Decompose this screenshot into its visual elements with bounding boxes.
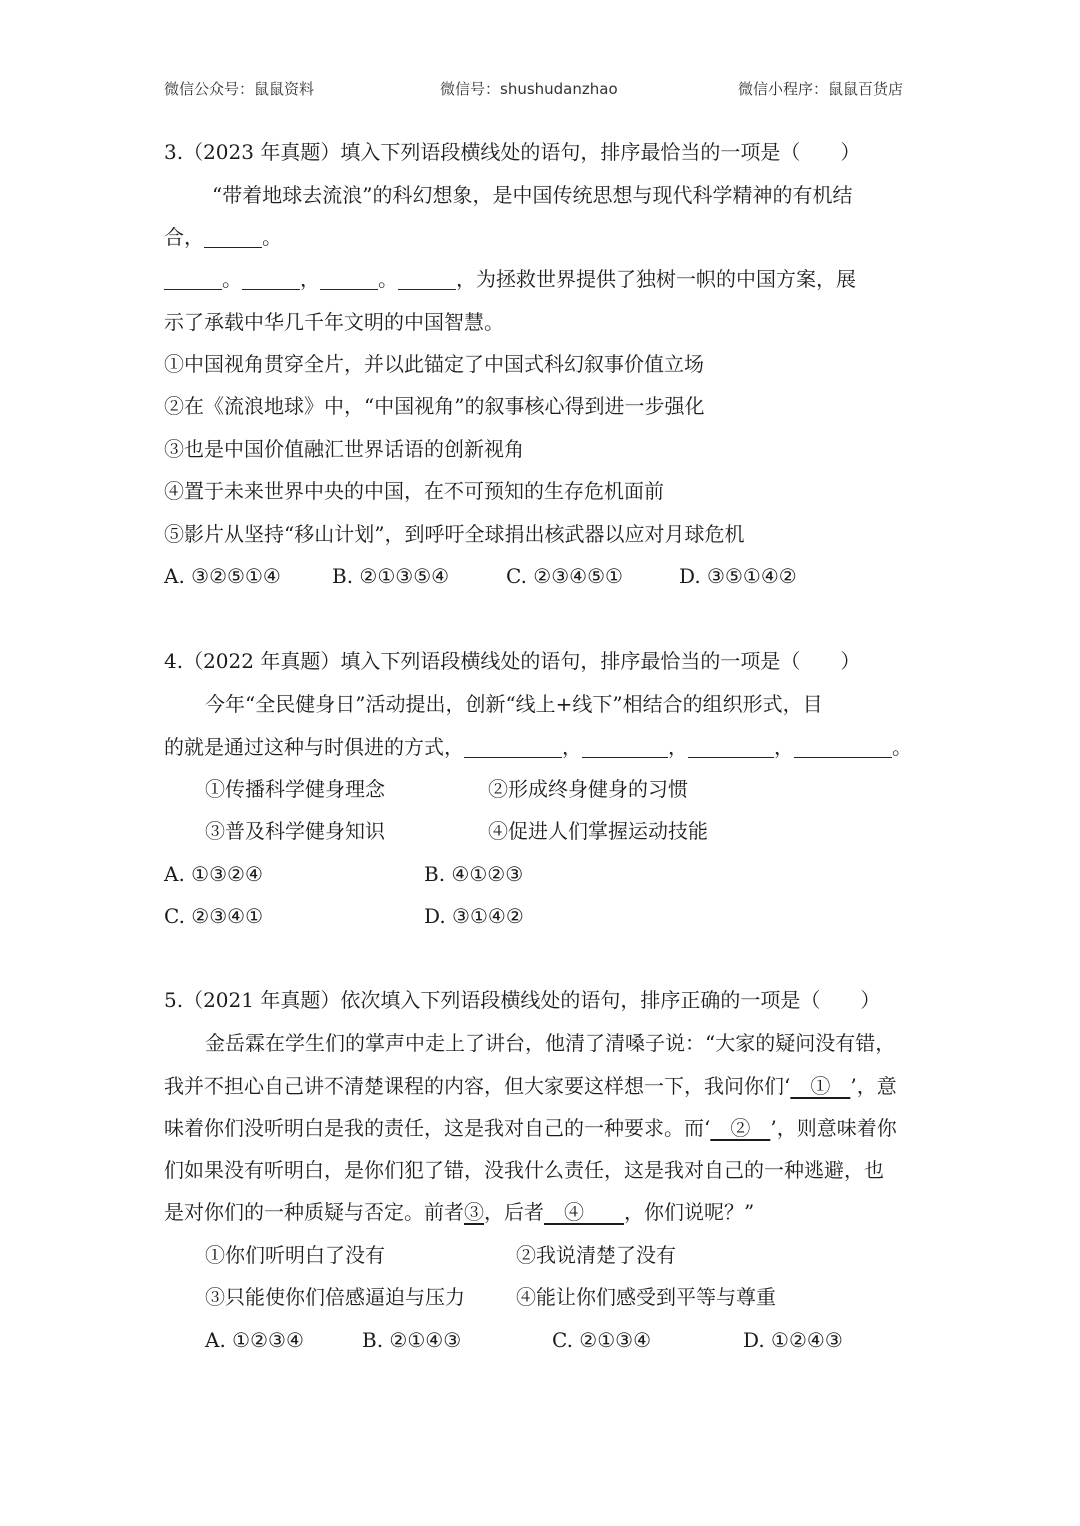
q5-item: ④能让你们感受到平等与尊重	[516, 1285, 776, 1309]
q3-option-a[interactable]: A. ③②⑤①④	[164, 564, 281, 588]
q4-blank	[582, 737, 668, 758]
q3-paragraph-line4: 示了承载中华几千年文明的中国智慧。	[164, 310, 504, 334]
q3-item: ①中国视角贯穿全片，并以此锚定了中国式科幻叙事价值立场	[164, 352, 704, 376]
q3-blank	[320, 269, 378, 290]
q5-item: ②我说清楚了没有	[516, 1243, 676, 1267]
q3-paragraph-line3	[164, 265, 856, 293]
q3-stem: 3.（2023 年真题）填入下列语段横线处的语句，排序最恰当的一项是（ ）	[164, 140, 861, 164]
q4-item: ①传播科学健身理念	[205, 777, 385, 801]
q3-paragraph-line1: “带着地球去流浪”的科幻想象，是中国传统思想与现代科学精神的有机结	[212, 183, 853, 207]
q5-text: ’，意	[850, 1074, 897, 1098]
q3-text: 。	[262, 225, 282, 249]
q3-text: ，为拯救世界提供了独树一帜的中国方案，展	[456, 267, 856, 291]
q4-option-d[interactable]: D. ③①④②	[424, 904, 524, 928]
header-right: 微信小程序：鼠鼠百货店	[738, 80, 904, 98]
q5-text: 我并不担心自己讲不清楚课程的内容，但大家要这样想一下，我问你们‘	[164, 1074, 791, 1098]
q3-item: ④置于未来世界中央的中国，在不可预知的生存危机面前	[164, 479, 664, 503]
q5-text: 味着你们没听明白是我的责任，这是我对自己的一种要求。而‘	[164, 1116, 711, 1140]
q5-option-c[interactable]: C. ②①③④	[552, 1328, 652, 1352]
q3-blank	[164, 269, 222, 290]
q5-item: ①你们听明白了没有	[205, 1243, 385, 1267]
q5-stem: 5.（2021 年真题）依次填入下列语段横线处的语句，排序正确的一项是（ ）	[164, 988, 881, 1012]
q4-text: ，	[668, 735, 688, 759]
q4-item: ③普及科学健身知识	[205, 819, 385, 843]
q4-option-a[interactable]: A. ①③②④	[164, 862, 263, 886]
q3-option-b[interactable]: B. ②①③⑤④	[332, 564, 450, 588]
q4-blank	[688, 737, 774, 758]
q5-blank-4: ④	[544, 1200, 624, 1224]
q3-text: 。	[378, 267, 398, 291]
q4-paragraph-line2	[164, 733, 912, 761]
q3-option-d[interactable]: D. ③⑤①④②	[679, 564, 797, 588]
q4-item: ④促进人们掌握运动技能	[488, 819, 708, 843]
q5-option-a[interactable]: A. ①②③④	[205, 1328, 304, 1352]
q4-paragraph-line1: 今年“全民健身日”活动提出，创新“线上+线下”相结合的组织形式，目	[205, 692, 823, 716]
q4-option-c[interactable]: C. ②③④①	[164, 904, 264, 928]
q3-blank	[398, 269, 456, 290]
header-center: 微信号：shushudanzhao	[440, 80, 618, 98]
q4-item: ②形成终身健身的习惯	[488, 777, 688, 801]
q4-stem: 4.（2022 年真题）填入下列语段横线处的语句，排序最恰当的一项是（ ）	[164, 649, 861, 673]
q5-paragraph-line2	[164, 1072, 897, 1100]
q5-paragraph-line1: 金岳霖在学生们的掌声中走上了讲台，他清了清嗓子说：“大家的疑问没有错，	[205, 1031, 896, 1055]
q5-paragraph-line4: 们如果没有听明白，是你们犯了错，没我什么责任，这是我对自己的一种逃避，也	[164, 1158, 884, 1182]
header-left: 微信公众号：鼠鼠资料	[164, 80, 315, 98]
q4-blank	[464, 737, 562, 758]
q4-option-b[interactable]: B. ④①②③	[424, 862, 524, 886]
q5-option-b[interactable]: B. ②①④③	[362, 1328, 462, 1352]
q3-item: ⑤影片从坚持“移山计划”，到呼吁全球捐出核武器以应对月球危机	[164, 522, 745, 546]
q5-text: 是对你们的一种质疑与否定。前者	[164, 1200, 464, 1224]
q5-paragraph-line5	[164, 1198, 754, 1226]
q5-text: ’，则意味着你	[770, 1116, 897, 1140]
q5-paragraph-line3	[164, 1114, 897, 1142]
q3-item: ③也是中国价值融汇世界话语的创新视角	[164, 437, 524, 461]
q5-text: ，你们说呢？”	[624, 1200, 755, 1224]
q4-text: ，	[562, 735, 582, 759]
q5-item: ③只能使你们倍感逼迫与压力	[205, 1285, 465, 1309]
q4-text: 的就是通过这种与时俱进的方式，	[164, 735, 464, 759]
q3-blank	[204, 227, 262, 248]
q3-option-c[interactable]: C. ②③④⑤①	[506, 564, 623, 588]
q3-text: 。	[222, 267, 242, 291]
q5-blank-1: ①	[790, 1074, 851, 1098]
q5-text: ，后者	[484, 1200, 544, 1224]
q5-option-d[interactable]: D. ①②④③	[743, 1328, 843, 1352]
q5-blank-3: ③	[464, 1200, 484, 1224]
q3-text: ，	[300, 267, 320, 291]
q4-text: 。	[892, 735, 912, 759]
q3-item: ②在《流浪地球》中，“中国视角”的叙事核心得到进一步强化	[164, 394, 705, 418]
q4-text: ，	[774, 735, 794, 759]
q5-blank-2: ②	[710, 1116, 771, 1140]
q3-blank	[242, 269, 300, 290]
q3-text: 合，	[164, 225, 204, 249]
q3-paragraph-line2	[164, 223, 282, 251]
q4-blank	[794, 737, 892, 758]
